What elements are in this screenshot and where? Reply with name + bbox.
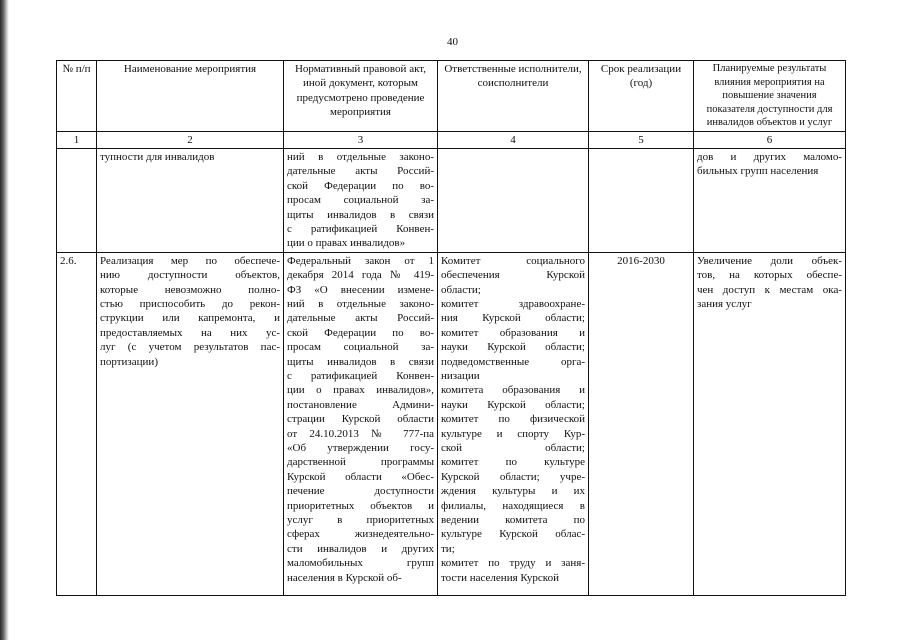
text-line: ний в отдельные законо-	[287, 297, 434, 310]
text-line: Курской области; учре-	[441, 470, 585, 483]
text-line: тупности для инвалидов	[100, 150, 215, 163]
text-line: культуре Курской облас-	[441, 528, 585, 541]
text-line: ской области;	[441, 442, 585, 455]
term-cell: 2016-2030	[589, 252, 694, 595]
header-number: № п/п	[57, 61, 97, 132]
text-line: Комитет социального	[441, 254, 585, 267]
text-line: от 24.10.2013 № 777-па	[287, 427, 434, 440]
results-cell	[694, 252, 846, 595]
text-line: комитет по культуре	[441, 456, 585, 469]
text-line: ции о правах инвалидов»	[287, 237, 406, 250]
text-line: ждения культуры и их	[441, 485, 585, 498]
column-number-row	[57, 131, 846, 148]
measure-name-cell	[97, 148, 284, 252]
text-line: ния Курской области;	[441, 312, 585, 325]
text-line: «Об утверждении госу-	[287, 442, 434, 455]
table-row	[57, 252, 846, 595]
column-number: 5	[589, 131, 694, 148]
text-line: услуг в приоритетных	[287, 514, 434, 527]
row-number	[57, 148, 97, 252]
header-executors: Ответственные исполнители, соисполнители	[438, 61, 589, 132]
text-line: маломобильных групп	[287, 557, 434, 570]
text-line: ской Федерации по во-	[287, 179, 434, 192]
text-line: дательные акты Россий-	[287, 165, 434, 178]
text-line: сти инвалидов и других	[287, 542, 434, 555]
text-line: филиалы, находящиеся в	[441, 499, 585, 512]
text-line: стью приспособить до рекон-	[100, 297, 280, 310]
text-line: комитет по труду и заня-	[441, 557, 585, 570]
legal-act-cell	[284, 252, 438, 595]
text-line: области;	[441, 283, 481, 296]
text-line: ний в отдельные законо-	[287, 150, 434, 163]
measures-table	[56, 60, 846, 596]
text-line: которые невозможно полно-	[100, 283, 280, 296]
text-line: дарственной программы	[287, 456, 434, 469]
text-line: просам социальной за-	[287, 194, 434, 207]
header-results: Планируемые результаты влияния мероприятия на повышение значения показателя доступности для инвалидов объектов и услуг	[694, 61, 846, 132]
measure-name-cell	[97, 252, 284, 595]
text-line: просам социальной за-	[287, 341, 434, 354]
header-name: Наименование мероприятия	[97, 61, 284, 132]
column-number: 4	[438, 131, 589, 148]
text-line: тости населения Курской	[441, 571, 559, 584]
column-number: 6	[694, 131, 846, 148]
text-line: низации	[441, 370, 480, 382]
text-line: ведении комитета по	[441, 514, 585, 527]
text-line: ской Федерации по во-	[287, 326, 434, 339]
text-line: постановление Админи-	[287, 398, 434, 411]
legal-act-cell	[284, 148, 438, 252]
text-line: Федеральный закон от 1	[287, 254, 434, 267]
scan-shadow-edge	[0, 0, 9, 640]
text-line: Реализация мер по обеспече-	[100, 254, 280, 267]
text-line: Увеличение доли объек-	[697, 254, 842, 267]
column-number: 3	[284, 131, 438, 148]
text-line: приоритетных объектов и	[287, 499, 434, 512]
text-line: струкции или капремонта, и	[100, 312, 280, 325]
text-line: с ратификацией Конвен-	[287, 370, 434, 382]
column-number: 1	[57, 131, 97, 148]
header-legal-act: Нормативный правовой акт, иной документ, которым предусмотрено проведение мероприятия	[284, 61, 438, 132]
table-header-row	[57, 61, 846, 132]
executors-cell	[438, 252, 589, 595]
text-line: щиты инвалидов в связи	[287, 208, 434, 221]
text-line: культуре и спорту Кур-	[441, 427, 585, 440]
table-row	[57, 148, 846, 252]
header-term: Срок реализации (год)	[589, 61, 694, 132]
text-line: нию доступности объектов,	[100, 269, 280, 282]
page-number: 40	[447, 36, 458, 48]
text-line: сферах жизнедеятельно-	[287, 528, 434, 541]
text-line: комитет здравоохране-	[441, 297, 585, 310]
text-line: тов, на которых обеспе-	[697, 269, 842, 282]
text-line: портизации)	[100, 355, 158, 368]
text-line: обеспечения Курской	[441, 269, 585, 282]
text-line: бильных групп населения	[697, 165, 819, 178]
column-number: 2	[97, 131, 284, 148]
row-number: 2.6.	[57, 252, 97, 595]
text-line: зания услуг	[697, 297, 752, 310]
text-line: ФЗ «О внесении измене-	[287, 283, 434, 296]
text-line: предоставляемых на них ус-	[100, 326, 280, 339]
text-line: страции Курской области	[287, 413, 434, 426]
text-line: чен доступ к местам ока-	[697, 283, 842, 296]
text-line: Курской области «Обес-	[287, 470, 434, 483]
term-cell	[589, 148, 694, 252]
text-line: дов и других маломо-	[697, 150, 842, 163]
text-line: населения в Курской об-	[287, 571, 402, 584]
text-line: подведомственные орга-	[441, 355, 585, 368]
executors-cell	[438, 148, 589, 252]
text-line: печение доступности	[287, 485, 434, 498]
results-cell	[694, 148, 846, 252]
text-line: ции о правах инвалидов»,	[287, 384, 434, 397]
text-line: луг (с учетом результатов пас-	[100, 341, 280, 354]
text-line: ти;	[441, 542, 455, 555]
text-line: науки Курской области;	[441, 341, 585, 354]
text-line: комитета образования и	[441, 384, 585, 397]
text-line: с ратификацией Конвен-	[287, 222, 434, 235]
text-line: комитет по физической	[441, 413, 585, 426]
text-line: щиты инвалидов в связи	[287, 355, 434, 368]
text-line: дательные акты Россий-	[287, 312, 434, 325]
text-line: науки Курской области;	[441, 398, 585, 411]
text-line: декабря 2014 года № 419-	[287, 269, 434, 282]
text-line: комитет образования и	[441, 326, 585, 339]
